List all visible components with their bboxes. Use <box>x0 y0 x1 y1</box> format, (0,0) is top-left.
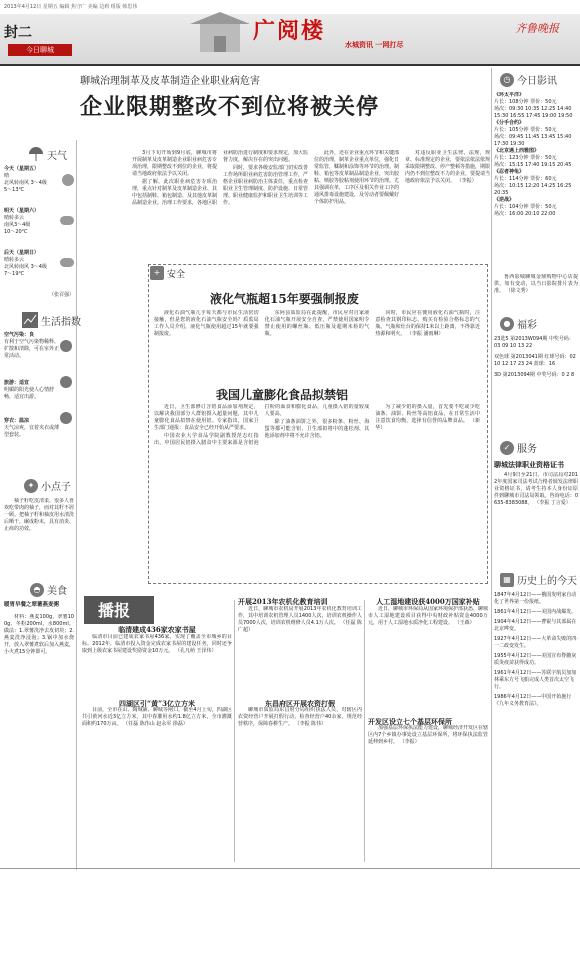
lottery-ball-icon: ● <box>500 317 514 331</box>
lottery-item: 双色球 第2013041期 红球号码：02 10 12 17 23 24 蓝球：16 <box>494 354 576 367</box>
brief-body: 近日，聊城市环保局从国家环境保护部获悉，聊城市人工湿地建设项目获得中央财政补贴资金4000万元，用于人工湿地水质净化工程建设。 （王森） <box>368 605 488 626</box>
food-text: 材料：燕麦100g，翠薯100g，冬粉200ml，水800ml。做法：1.翠薯洗净去皮切块；2.燕麦洗净浸泡；3.锅中加水烧开，放入翠薯煮软后加入燕麦，小火煮15分钟即可。 <box>4 614 74 655</box>
weather-day <box>4 208 74 250</box>
weather-list <box>4 166 74 299</box>
life-index-list <box>4 332 60 452</box>
brief-title: 开发区设立七个基层环保所 <box>368 716 452 726</box>
movie-title: 《环太平洋》 <box>494 92 525 98</box>
tips-head: ✦ 小点子 <box>24 478 71 493</box>
movie-title: 《北京遇上西雅图》 <box>494 148 540 154</box>
cloud-icon <box>60 216 74 225</box>
life-index-label: 穿衣：温凉 <box>4 418 30 424</box>
service-title: 聊城法律职业资格证书 <box>494 460 564 469</box>
history-item: 1861年4月12日——美国内战爆发。 <box>494 609 577 615</box>
shirt-icon <box>60 412 72 424</box>
service-text: 4月9日至21日，市司法局对2012年度国家司法考试合格者颁发法律职业资格证书，请考生持本人身份证原件到聊城市司法局领取。咨询电话：0635-8383088。 （李振 丁言爱） <box>494 472 578 506</box>
lottery-item: 23选5 第2013W094期 中奖号码：03 09 10 13 22 <box>494 336 574 349</box>
weather-credit: （张召强） <box>48 292 74 298</box>
lead-body: 3月下旬开始到9月底，聊城市将开展制革及皮革制造企业职业病危害专项治理，限期整改不到位的企业，将提请当地政府依法予以关闭。 据了解，此次职业病危害专项治理，重点针对制革及皮革制造企业、其中包括制鞋、箱包制造、及其他皮革制品制造企业。治理工作要求，各地区职业病防治进行制度和要求规定，加大监督力度，解决存在的突出问题。 同时，要求各级安监部门切实改善工作场所职业病危害防治管理工作，严格企业职业病防治主体责任，重点检查职业卫生管理制度、防护设施、日常管理、职业健康监护和职业卫生培训等工作。 此外，还在企业重点环节和关键部位的治理，制革企业重点单位，强化日常监管，鞣制和涂饰等环节的治理。制鞋、箱包等皮革制品制造企业，突出胶粘、喷胶等胶粘剂使用环节的治理。尤其强调在单，工序区及相关作业工序的通风排毒设施建设，及劳动者要佩戴好个体防护用品。 对违反职业卫生法律、法规，规章、标准规定的企业，要依法依法依规采取限期整改、停产整顿等措施，期限内仍不到位整改不力的企业，要提请当地政府依法予以关闭。 （李振） <box>132 150 490 206</box>
movie-times: 场次：16:00 20:10 22:00 <box>494 211 556 217</box>
food-title: 暖胃早餐之翠薯燕麦粥 <box>4 602 60 608</box>
weather-day-label: 后天（星期日） <box>4 250 40 256</box>
brief-body: 聊城市质监局东昌府分局组织执法人员，对辖区内农资经营户开展打假行动，检查经营户40余家，规范经营秩序，保障春耕生产。 （李振 陈伟） <box>238 707 362 727</box>
lottery-head: ● 福彩 <box>500 316 537 331</box>
sun-icon <box>62 174 74 186</box>
weather-wind: 南风3～4级 <box>4 222 31 228</box>
cloud-icon <box>60 258 74 267</box>
brief-title: 临清建成436家农家书屋 <box>118 625 196 634</box>
header-date-line: 2013年4月12日 星期五 编辑 焦守广 美编 边莉 组版 韩思伟 <box>4 4 138 10</box>
movie-times: 场次：15:15 17:40 19:15 20:45 <box>494 162 572 168</box>
lottery-list <box>494 336 578 379</box>
footer-rule <box>0 868 580 869</box>
life-index-text: 有利于空气污染物稀释、扩散和清除，可在室外正常活动。 <box>4 339 60 359</box>
movie-price: 片长：104分钟 票价：50元 <box>494 204 557 210</box>
weather-temp: 7～19℃ <box>4 271 25 277</box>
life-index-label: 空气污染：良 <box>4 332 35 338</box>
paper-logo: 齐鲁晚报 <box>515 22 559 35</box>
movie-price: 片长：123分钟 票价：50元 <box>494 155 557 161</box>
bobao-col-2 <box>238 598 362 797</box>
safety-tag: + 安全 <box>150 266 185 280</box>
brief-body: 目前，全市在山、陶城铺、聊城等闸口，截至4月上旬，四湖区共引黄河水近3亿立方米，其中春灌用水约1.8亿立方米，全市灌溉面积约170万亩。 （任磊 陈伟山 赵永军 徐磊） <box>82 707 232 727</box>
bobao-col-1 <box>82 626 232 771</box>
safety-headline-2: 我国儿童膨化食品拟禁铝 <box>216 388 349 402</box>
weather-temp: 5～13℃ <box>4 187 25 193</box>
bobao-divider-1 <box>234 600 235 862</box>
weather-desc: 晴转多云 <box>4 257 25 263</box>
calendar-icon: ▦ <box>500 573 514 587</box>
safety-body-2: 近日，卫生部修订含铝食品添加剂规定，以解决我国部分人群铝摄入超量问题，其中儿童膨化食品拟禁在使用铝。专家指出，国家卫生部门通报：食品安全已经开始从严要求。 中国农业大学食品学院副教授范志红指出，中国居民铝摄入膳食中主要来源是含铝泡打粉的面食和膨化食品，儿童摄入铝的量较成人要高。 除了油条油饼之外，很多粉条、粉丝、海蜇等都可能含铝，卫生部拟将中的蓬松剂、其他添加剂中将不允许含铝。 为了减少铝的摄入量，首先要不吃或少吃油条、油饼、粉丝等高铝食品，在日常生活中注意饮食均衡，选择有信誉的品牌食品。 （新华） <box>154 404 480 446</box>
movie-item <box>494 148 578 169</box>
history-list <box>494 592 578 708</box>
brief-body: 加强基层环保执法能力建设，聊城经济开发区在辖区内7个乡镇办事处设立基层环保所，将环保执法监管延伸到乡村。 （李振） <box>368 725 488 745</box>
life-index-head: 生活指数 <box>22 312 81 328</box>
life-index-text: 明媚的阳光使人心情舒畅，适宜出游。 <box>4 387 55 400</box>
weather-temp: 10～20℃ <box>4 229 28 235</box>
history-item: 1927年4月12日——大革命失败的四·一二政变发生。 <box>494 636 578 649</box>
weather-wind: 北风转南风 3～4级 <box>4 180 47 186</box>
car-icon <box>60 340 72 352</box>
lightbulb-icon: ✦ <box>24 479 38 493</box>
brief-body: 临清市目前已建成农家书屋436家，实现了覆盖全市城乡的目标。2012年，临清市投入资金完成农家书屋的建设任务，同时还争取到上级农家书屋建设奖励资金10万元。 （孔凡萌 王泽伟） <box>82 633 232 654</box>
life-index-item <box>4 418 60 452</box>
lead-headline: 企业限期整改不到位将被关停 <box>80 94 380 120</box>
movie-times: 场次：09:30 10:35 12:25 14:40 15:30 16:55 17:45 19:00 19:50 <box>494 106 573 119</box>
bobao-divider-2 <box>364 600 365 862</box>
weather-day <box>4 250 74 292</box>
history-head: ▦ 历史上的今天 <box>500 572 577 587</box>
weather-desc: 晴 <box>4 173 10 179</box>
movie-times: 场次：10:15 12:20 14:25 16:25 20:35 <box>494 183 572 196</box>
movie-price: 片长：105分钟 票价：50元 <box>494 127 557 133</box>
movie-title: 《忍者神龟》 <box>494 169 525 175</box>
movie-item <box>494 169 578 197</box>
life-index-label: 旅游：适宜 <box>4 380 30 386</box>
brief-title: 四湖区引“黄”3亿立方米 <box>119 698 195 708</box>
movie-note: 鲁西影城聊城金鼎购物中心店提供，如有变动，以当日影院排片表为准。 （徐文秀） <box>494 274 578 294</box>
life-index-text: 天气凉爽，宜着夹衣或薄型套装。 <box>4 425 60 438</box>
food-head: ◓ 美食 <box>30 582 67 597</box>
bobao-tag: 播报 <box>98 601 131 620</box>
handshake-icon: ✓ <box>500 441 514 455</box>
movie-item <box>494 120 578 148</box>
movie-times: 场次：09:45 11:45 13:45 15:40 17:30 19:30 <box>494 134 572 147</box>
brief-title: 东昌府区开展农资打假 <box>265 698 335 708</box>
service-head: ✓ 服务 <box>500 440 537 455</box>
movie-list <box>494 92 578 292</box>
banner-subtitle: 水城资讯 一网打尽 <box>345 41 404 49</box>
weather-day-label: 今天（星期五） <box>4 166 40 172</box>
history-item: 1904年4月12日——曹锟与其部属在北京哗变。 <box>494 619 577 632</box>
movie-title: 《逆战》 <box>494 197 515 203</box>
right-column-divider <box>491 68 492 868</box>
safety-body-1: 液化石油气瓶几乎每天都与市民生活密切接触，但是您的液化石油气瓶安全吗？质监局工作人员介绍，液化气瓶使用超过15年就要强制报废。 东阿县质监局在此提醒，市民应对自家液化石油气瓶开展安全自查，严禁使用国家明令禁止使用的螺丝瓶、低压瓶及超期未检的气瓶。 同时，市民应在便用液化石油气瓶时，注意检查其钢印标志，购买有检验合格标志的气瓶。气瓶和灶台的保持1米以上距离，不得靠近热源和明火。 （李振 潘雨琳） <box>154 310 480 337</box>
lead-kicker: 聊城治理制革及皮革制造企业职业病危害 <box>80 76 260 87</box>
lottery-item: 3D 第2013094期 中奖号码：0 2 8 <box>494 372 575 378</box>
history-item: 1955年4月12日——美国宣布脊髓灰质炎疫苗获得成功。 <box>494 653 577 666</box>
brief-body: 近日，聊城市农机局开展2013年农机化教育培训工作，其中培训农机管理人员1400人次，培训农机操作人员7000人次，培训农机维修人员4.1万人次。 （任磊 陈广超） <box>238 605 362 633</box>
tips-text: 柚子籽吃皮清柔。很多人喜欢吃带肉的柚子，而对其籽不屑一顾。把柚子籽和柚皮用水清洗后晒干，碾成粉末，具有消炎、止痒的功效。 <box>4 498 74 532</box>
header-rule <box>0 64 580 66</box>
weather-day <box>4 166 74 208</box>
movie-item <box>494 92 578 120</box>
page-label: 封二 <box>4 25 32 41</box>
safety-headline-1: 液化气瓶超15年要强制报废 <box>210 292 359 306</box>
brief-title: 开展2013年农机化教育培训 <box>238 597 328 606</box>
weather-day-label: 明天（星期六） <box>4 208 40 214</box>
umbrella-icon <box>28 146 44 162</box>
first-aid-icon: + <box>150 266 164 280</box>
clock-icon: ◷ <box>500 73 514 87</box>
history-item: 1961年4月12日——苏联宇航员加加林乘东方号飞船完成人类首次太空飞行。 <box>494 670 577 690</box>
movie-title: 《分手合约》 <box>494 120 525 126</box>
movie-price: 片长：108分钟 票价：50元 <box>494 99 557 105</box>
movie-price: 片长：114分钟 票价：60元 <box>494 176 557 182</box>
life-index-item <box>4 380 60 418</box>
movie-item <box>494 197 578 218</box>
trend-chart-icon <box>22 312 38 328</box>
history-item: 1847年4月12日——俄国发明家自动化了世界第一份报纸。 <box>494 592 577 605</box>
weather-desc: 晴转多云 <box>4 215 25 221</box>
bowl-icon: ◓ <box>30 583 44 597</box>
history-item: 1986年4月12日——中国开始施行《九年义务教育法》。 <box>494 694 572 707</box>
movie-head: ◷ 今日影讯 <box>500 72 557 87</box>
left-column-divider <box>76 140 77 870</box>
life-index-item <box>4 332 60 380</box>
brief-title: 人工湿地建设获4000万国家补贴 <box>376 597 480 606</box>
weather-wind: 北风转南风 3～4级 <box>4 264 47 270</box>
weather-head: 天气 <box>28 146 67 162</box>
bobao-col-3 <box>368 598 488 833</box>
section-tag: 今日聊城 <box>8 44 72 56</box>
plane-icon <box>60 376 72 388</box>
banner-title: 广阅楼 <box>253 18 326 44</box>
